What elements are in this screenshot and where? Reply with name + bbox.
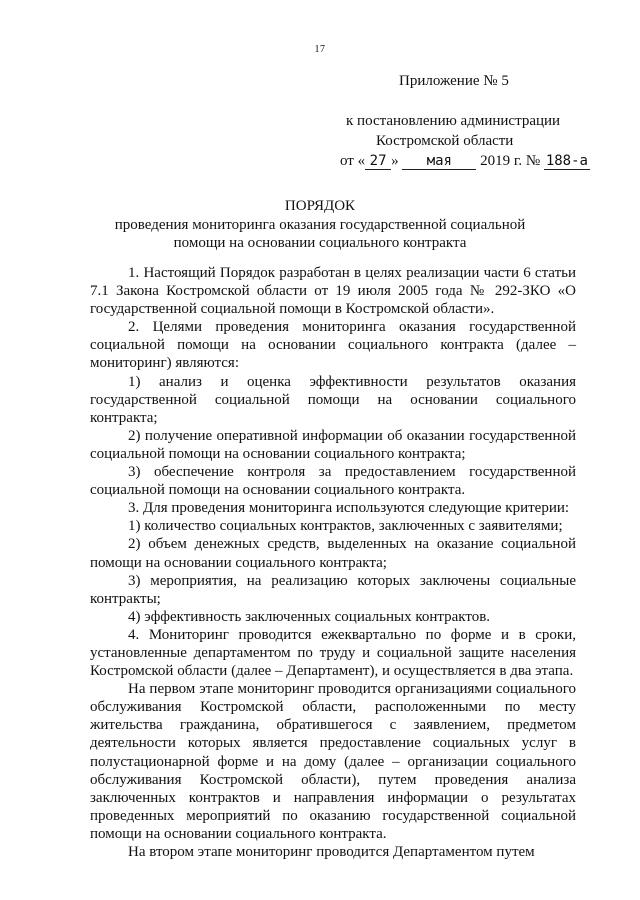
resolution-date-line <box>340 150 590 172</box>
date-quote-close: » <box>391 153 399 169</box>
paragraph-4-stage-2: На втором этапе мониторинг проводится Департаментом путем <box>128 844 535 860</box>
paragraph-2: 2. Целями проведения мониторинга оказания государственной социальной помощи на основании социального контракта (далее – мониторинг) являются: <box>90 319 576 372</box>
appendix-region-line: Костромской области <box>376 133 514 149</box>
paragraph-4: 4. Мониторинг проводится ежеквартально по форме и в сроки, установленные департаментом по труду и социальной защите населения Костромской области (далее – Департамент), и осуществляется в два этапа. <box>90 626 576 680</box>
paragraph-2-item-1: 1) анализ и оценка эффективности результатов оказания государственной социальной помощи на основании социального контракта; <box>90 373 576 426</box>
paragraph-3-item-2: 2) объем денежных средств, выделенных на оказание социальной помощи на основании социального контракта; <box>90 536 576 571</box>
date-day: 27 <box>365 153 391 170</box>
paragraph-3: 3. Для проведения мониторинга используются следующие критерии: <box>128 500 570 517</box>
date-month: мая <box>402 153 476 170</box>
document-title: ПОРЯДОК <box>284 198 356 214</box>
paragraph-3-item-4: 4) эффективность заключенных социальных контрактов. <box>128 608 491 625</box>
paragraph-2-item-3: 3) обеспечение контроля за предоставлением государственной социальной помощи на основании социального контракта. <box>90 464 576 499</box>
appendix-resolution-line: к постановлению администрации <box>346 113 561 129</box>
document-body <box>90 264 576 861</box>
date-year: 2019 г. № <box>480 153 541 169</box>
resolution-number: 188-а <box>545 153 588 169</box>
page-number: 17 <box>314 44 326 55</box>
paragraph-1: 1. Настоящий Порядок разработан в целях реализации части 6 статьи 7.1 Закона Костромской области от 19 июля 2005 года № 292-ЗКО «О государственной социальной помощи в Костромской области». <box>90 265 576 318</box>
paragraph-3-item-1: 1) количество социальных контрактов, заключенных с заявителями; <box>128 518 563 535</box>
date-prefix: от « <box>340 153 366 169</box>
paragraph-2-item-2: 2) получение оперативной информации об оказании государственной социальной помощи на основании социального контракта; <box>90 427 576 462</box>
appendix-title: Приложение № 5 <box>399 73 509 89</box>
paragraph-3-item-3: 3) мероприятия, на реализацию которых заключены социальные контракты; <box>90 572 576 607</box>
paragraph-4-stage-1: На первом этапе мониторинг проводится организациями социального обслуживания Костромской области, расположенными по месту жительства гражданина, обратившегося с заявлением, предметом деятельности которых является предоставление социальных услуг в полустационарной форме и на дому (далее – организации социального обслуживания Костромской области), путем проведения анализа заключенных контрактов и направления информации о результатах проведенных мероприятий по оказанию государственной социальной помощи на основании социального контракта. <box>90 681 576 842</box>
document-subtitle-line-1: проведения мониторинга оказания государственной социальной <box>114 217 526 233</box>
document-subtitle-line-2: помощи на основании социального контракта <box>173 235 467 251</box>
